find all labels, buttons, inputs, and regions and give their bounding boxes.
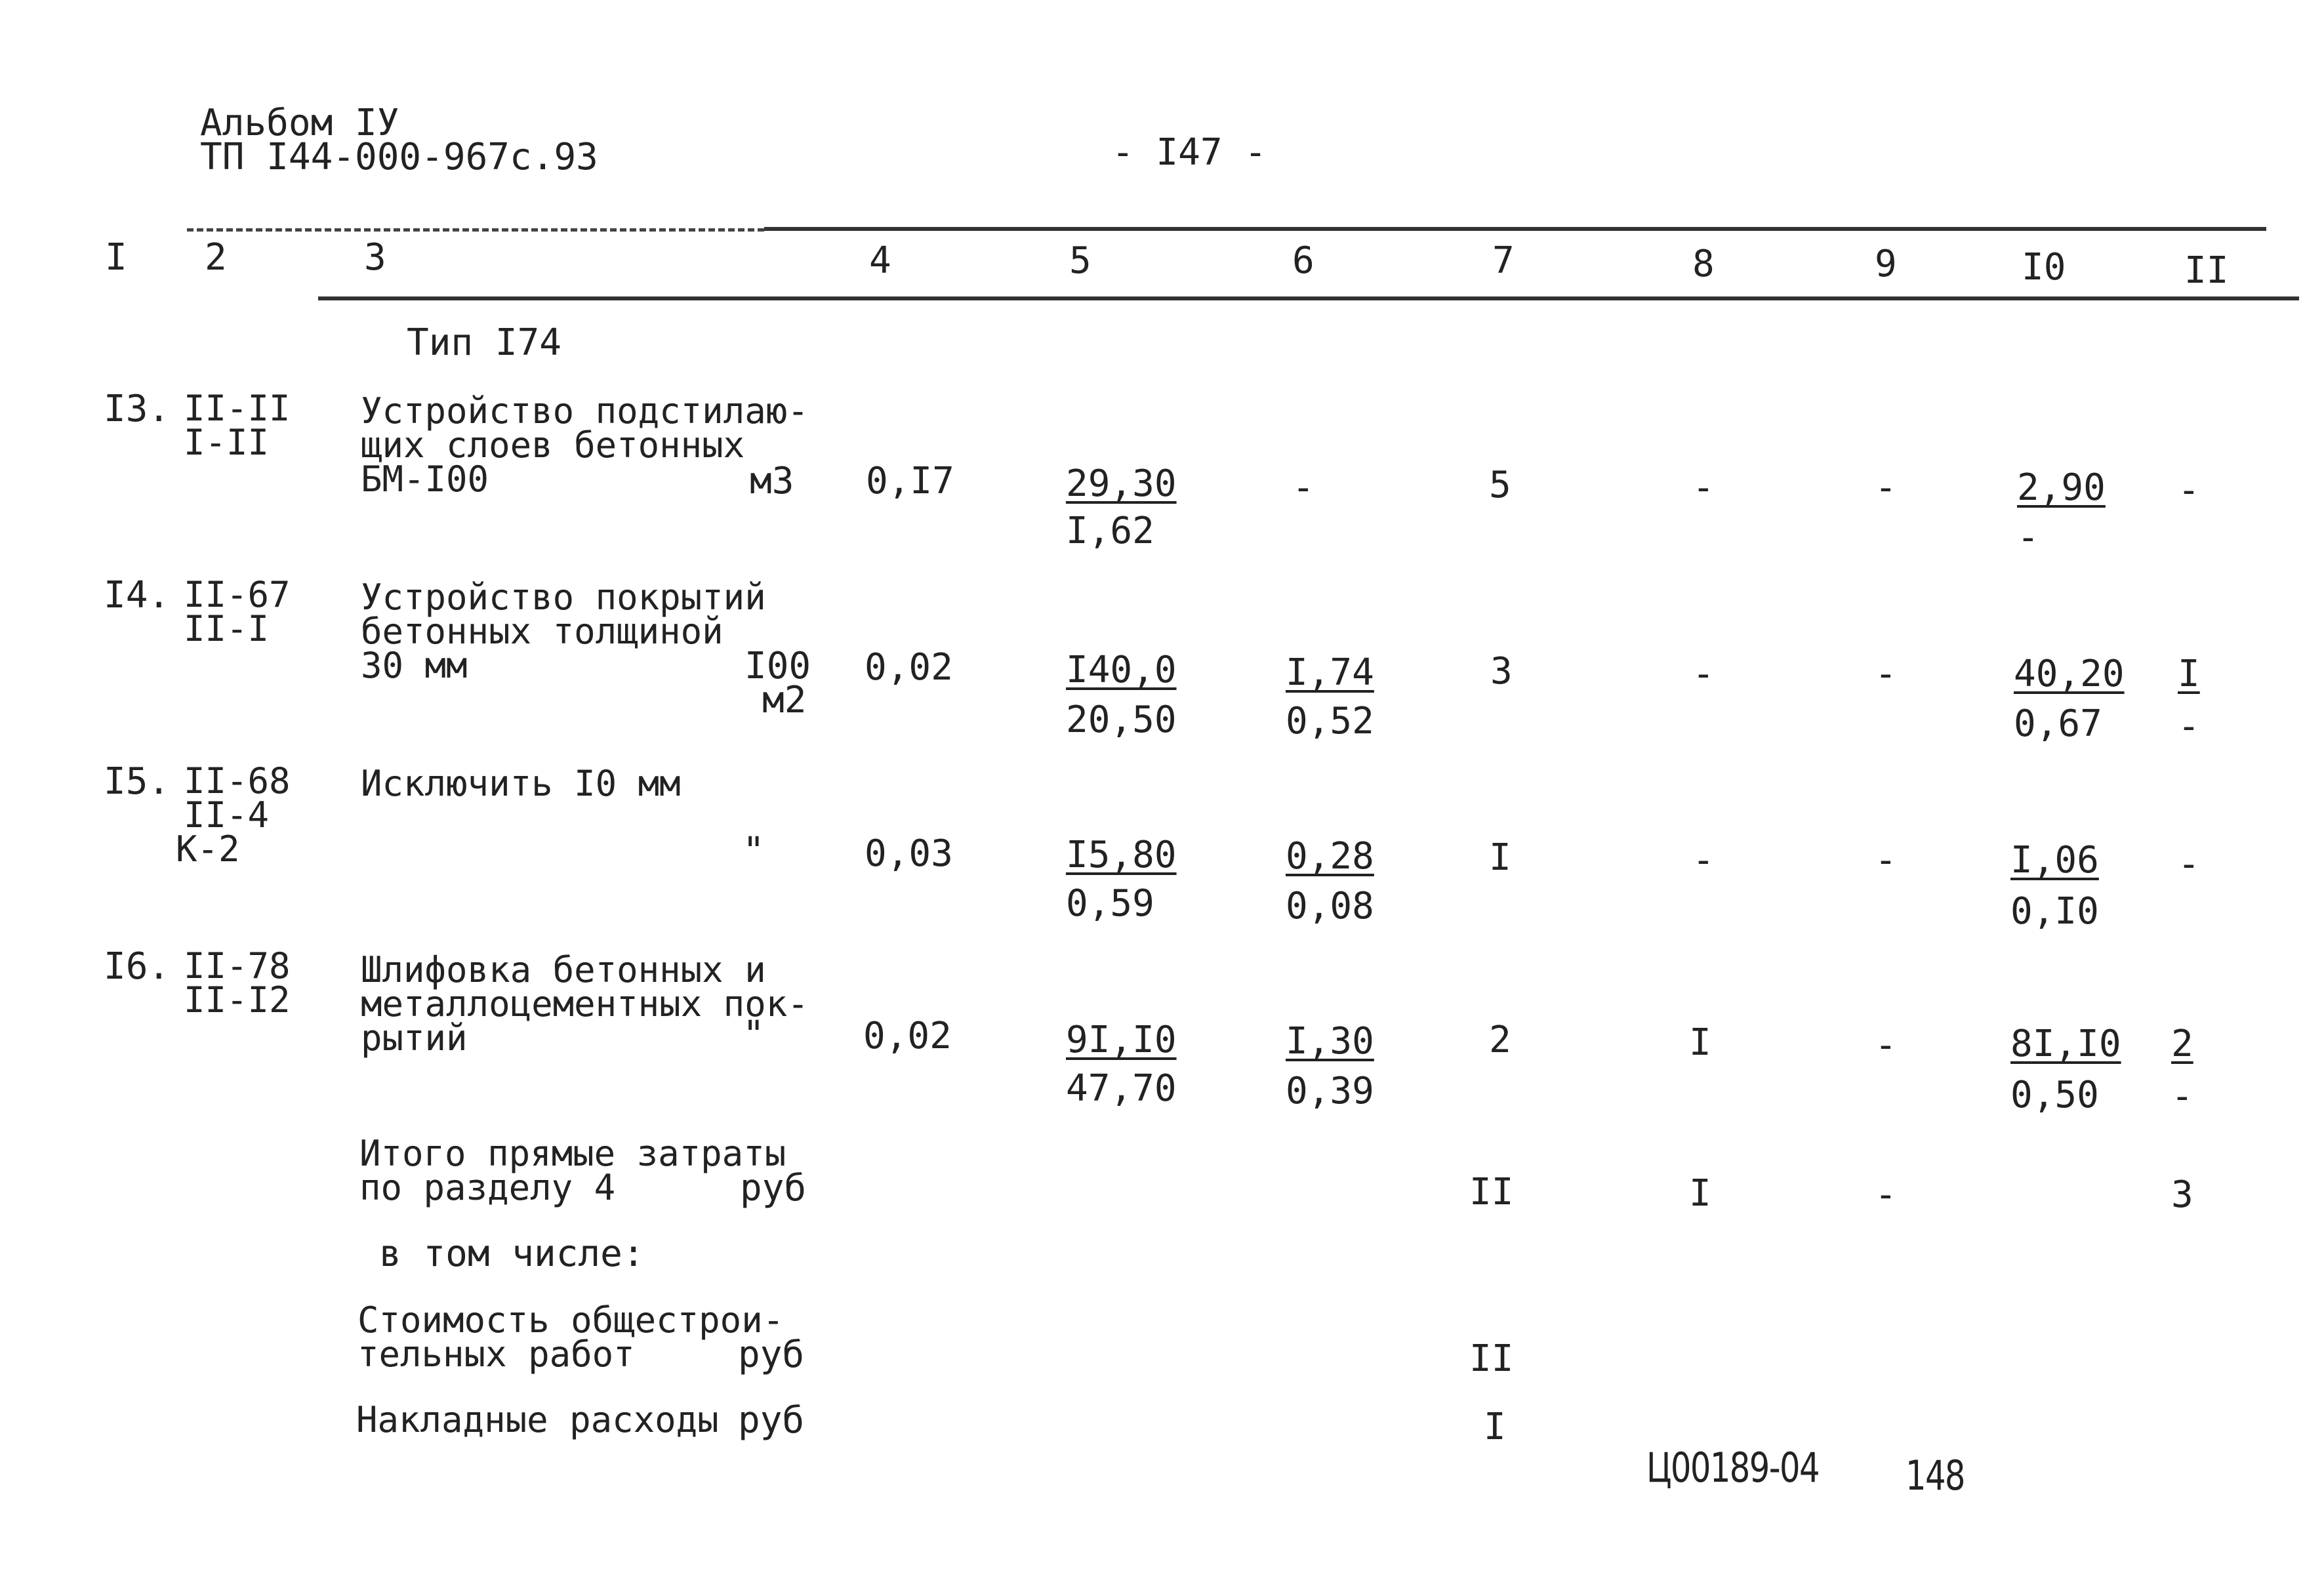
row-description-line: рытий	[361, 1017, 468, 1059]
row-col9: -	[1875, 839, 1897, 882]
row-unit: "	[743, 830, 765, 872]
col-header-8: 8	[1692, 243, 1715, 285]
row-col11-top: 2	[2171, 1023, 2193, 1065]
row-col11-bottom: -	[2171, 1075, 2193, 1118]
col-header-4: 4	[869, 239, 891, 282]
col-header-11: II	[2184, 249, 2229, 292]
row-description-line: Устройство подстилаю-	[361, 390, 809, 432]
row-machine-cost: I,74	[1286, 651, 1374, 694]
row-description-line: щих слоев бетонных	[361, 424, 745, 466]
row-code-line: I-II	[184, 422, 270, 463]
row-price-total: 29,30	[1066, 462, 1177, 505]
row-code-line: II-II	[184, 388, 291, 429]
row-price-wages: 47,70	[1066, 1067, 1177, 1110]
document-code: ТП I44-000-967с.93	[200, 136, 598, 178]
header-bottom-rule	[318, 296, 2299, 300]
row-description-line: Исключить I0 мм	[361, 763, 681, 804]
row-code-line: К-2	[176, 828, 240, 870]
subtotal-label-line: тельных работ	[357, 1334, 635, 1375]
row-code-line: II-4	[184, 794, 270, 836]
col-header-1: I	[105, 236, 127, 279]
row-code-line: II-I2	[184, 979, 291, 1021]
row-unit: I00	[744, 645, 811, 687]
row-description-line: Шлифовка бетонных и	[361, 949, 766, 990]
totals-col7: II	[1469, 1171, 1514, 1213]
col-header-2: 2	[205, 236, 227, 279]
page-number: - I47 -	[1112, 131, 1267, 174]
row-price-total: I5,80	[1066, 834, 1177, 876]
totals-col11: 3	[2171, 1173, 2193, 1216]
col-header-6: 6	[1292, 239, 1315, 282]
row-price-wages: I,62	[1066, 510, 1154, 552]
row-col10-bottom: 0,67	[2014, 702, 2102, 745]
row-description-line: БМ-I00	[361, 458, 489, 500]
row-col7: 3	[1490, 650, 1513, 693]
row-col9: -	[1875, 466, 1897, 509]
row-col11-top: -	[2178, 469, 2200, 512]
row-quantity: 0,03	[865, 832, 953, 875]
row-col10-bottom: -	[2017, 516, 2039, 559]
col-header-10: I0	[2022, 246, 2066, 289]
col-header-7: 7	[1492, 239, 1515, 282]
col-header-5: 5	[1069, 239, 1091, 282]
row-quantity: 0,I7	[866, 460, 954, 502]
row-code-line: II-I	[184, 608, 270, 649]
row-col9: -	[1875, 1024, 1897, 1067]
row-description-line: бетонных толщиной	[361, 611, 724, 652]
row-code-line: II-78	[184, 945, 291, 987]
col-header-9: 9	[1875, 243, 1897, 285]
row-col10-top: 40,20	[2014, 653, 2125, 695]
subtotal-label-line: Стоимость общестрои-	[357, 1299, 785, 1341]
section-type-label: Тип I74	[407, 321, 562, 364]
row-col9: -	[1875, 653, 1897, 695]
subtotal-unit: руб	[738, 1399, 805, 1442]
row-number: I4.	[104, 574, 171, 617]
row-price-wages: 20,50	[1066, 699, 1177, 741]
row-machine-wages: 0,39	[1286, 1070, 1374, 1112]
row-description-line: 30 мм	[361, 645, 468, 686]
totals-col9: -	[1875, 1173, 1897, 1216]
row-code-line: II-67	[184, 574, 291, 615]
totals-label-line: по разделу 4	[359, 1167, 616, 1208]
subtotal-unit: руб	[738, 1334, 805, 1376]
subtotal-col7: II	[1469, 1337, 1514, 1380]
row-col8: -	[1692, 839, 1715, 882]
archive-sheet-number: 148	[1906, 1452, 1965, 1499]
row-number: I6.	[104, 945, 171, 988]
row-quantity: 0,02	[863, 1015, 952, 1057]
row-machine-wages: 0,52	[1286, 700, 1374, 743]
col-header-3: 3	[364, 236, 386, 279]
row-unit: м2	[762, 679, 807, 722]
row-machine-cost: -	[1292, 466, 1315, 509]
totals-label-line: Итого прямые затраты	[359, 1133, 786, 1174]
row-machine-cost: 0,28	[1286, 835, 1374, 878]
row-col11-top: I	[2178, 653, 2200, 695]
row-price-total: 9I,I0	[1066, 1019, 1177, 1061]
album-label: Альбом IУ	[200, 102, 399, 144]
row-col8: -	[1692, 653, 1715, 695]
totals-col8: I	[1689, 1172, 1711, 1215]
row-col8: I	[1689, 1021, 1711, 1064]
header-top-rule	[764, 227, 2266, 231]
archive-stamp-code: Ц00189-04	[1646, 1444, 1819, 1492]
totals-unit: руб	[740, 1167, 807, 1210]
row-code-line: II-68	[184, 760, 291, 802]
row-machine-wages: 0,08	[1286, 885, 1374, 927]
row-number: I5.	[104, 760, 171, 803]
row-col10-bottom: 0,50	[2010, 1074, 2099, 1116]
row-col11-bottom: -	[2178, 705, 2200, 748]
including-label: в том числе:	[379, 1232, 645, 1275]
row-col10-bottom: 0,I0	[2010, 890, 2099, 933]
subtotal-col7: I	[1484, 1406, 1506, 1448]
row-col11-top: -	[2178, 843, 2200, 886]
row-col7: 5	[1489, 464, 1511, 506]
row-col7: I	[1489, 836, 1511, 879]
row-unit: м3	[750, 460, 794, 502]
row-description-line: Устройство покрытий	[361, 577, 766, 618]
subtotal-label-line: Накладные расходы	[356, 1399, 719, 1440]
row-description-line: металлоцементных пок-	[361, 983, 809, 1025]
row-col10-top: 2,90	[2017, 466, 2106, 509]
header-top-rule-left	[187, 228, 764, 232]
row-quantity: 0,02	[865, 646, 953, 689]
row-price-total: I40,0	[1066, 649, 1177, 691]
row-col7: 2	[1489, 1019, 1511, 1061]
row-col10-top: I,06	[2010, 839, 2099, 882]
row-unit: "	[743, 1013, 765, 1056]
row-number: I3.	[104, 388, 171, 430]
row-col8: -	[1692, 466, 1715, 509]
row-col10-top: 8I,I0	[2010, 1023, 2121, 1065]
row-machine-cost: I,30	[1286, 1020, 1374, 1063]
row-price-wages: 0,59	[1066, 882, 1154, 925]
